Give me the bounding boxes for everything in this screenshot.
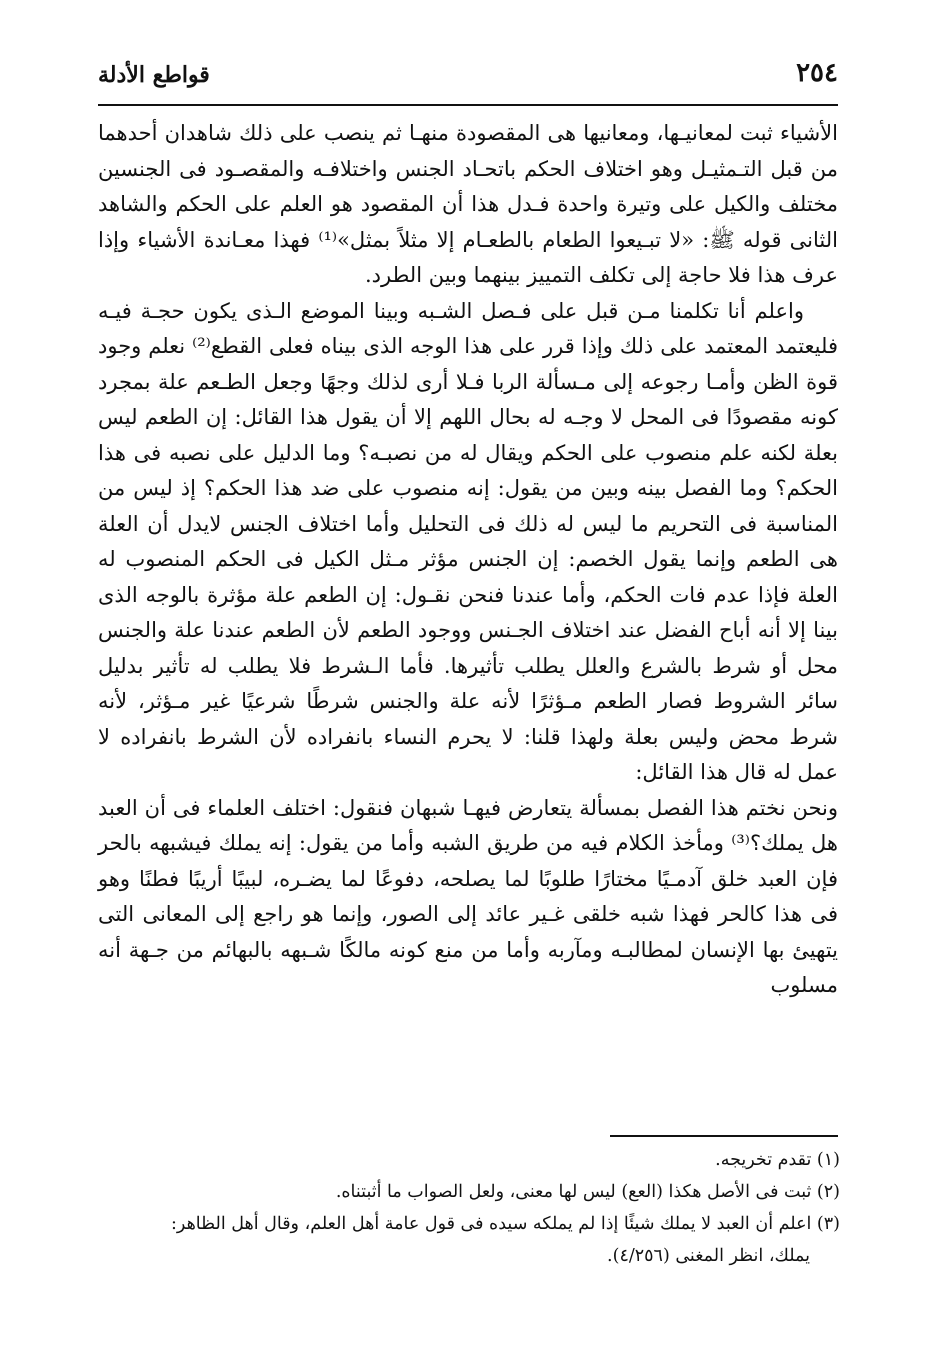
main-text <box>98 116 838 1004</box>
footnote-divider <box>610 1135 838 1137</box>
footnotes <box>98 1144 840 1272</box>
running-title: قواطع الأدلة <box>98 62 210 88</box>
footnote-3-continuation: يملك، انظر المغنى (٤/٢٥٦). <box>607 1246 810 1266</box>
paragraph-3: ونحن نختم هذا الفصل بمسألة يتعارض فيهـا شبهان فنقول: اختلف العلماء فى أن العبد هل يملك؟⁽³⁾ ومأخذ الكلام فيه من طريق الشبه وأما من يقول: إنه يملك فيشبهه بالحر فإن العبد خلق آدمـيًا مختارًا طلوبًا لما يصلحه، دفوعًا لما يضـره، لبيبًا أريبًا فطنًا وهو فى هذا كالحر فهذا شبه خلقى غـير عائد إلى الصور، وإنما هو راجع إلى المعانى التى يتهيئ بها الإنسان لمطالبـه ومآربه وأما من منع كونه مالكًا شـبهه بالبهائم من جـهة أنه مسلوب <box>98 795 839 997</box>
footnote-2: (٢) ثبت فى الأصل هكذا (العع) ليس لها معنى، ولعل الصواب ما أثبتناه. <box>335 1182 840 1202</box>
page-header <box>98 58 838 98</box>
paragraph-1: الأشياء ثبت لمعانيـها، ومعانيها هى المقصودة منهـا ثم ينصب على ذلك شاهدان أحدهما من قبل التـمثيـل وهو اختلاف الحكم باتحـاد الجنس واختلافـه والمقصـود فى الجنسين مختلف والكيل على وتيرة واحدة فـدل هذا أن المقصود هو العلم على الحكم والشاهد الثانى قوله ﷺ: «لا تبـيعوا الطعام بالطعـام إلا مثلاً بمثل»⁽¹⁾ فهذا معـاندة الأشياء وإذا عرف هذا فلا حاجة إلى تكلف التمييز بينهما وبين الطرد. <box>98 121 838 287</box>
footnote-1: (١) تقدم تخريجه. <box>715 1150 840 1170</box>
footnote-3: (٣) اعلم أن العبد لا يملك شيئًا إذا لم يملكه سيده فى قول عامة أهل العلم، وقال أهل الظاهر: <box>171 1214 840 1234</box>
page-number: ٢٥٤ <box>796 58 838 88</box>
header-divider <box>98 104 838 106</box>
paragraph-2: واعلم أنا تكلمنا مـن قبل على فـصل الشـبه وبينا الموضع الـذى يكون حجـة فيـه فليعتمد المعتمد على ذلك وإذا قرر على هذا الوجه الذى بيناه فعلى القطع⁽²⁾ نعلم وجود قوة الظن وأمـا رجوعه إلى مـسألة الربا فـلا أرى لذلك وجهًا وجعل الطـعم علة بمجرد كونه مقصودًا فى المحل لا وجـه له بحال اللهم إلا أن يقول هذا القائل: إن الطعم ليس بعلة لكنه علم منصوب على الحكم ويقال له من نصبـه؟ وما الدليل على نصبه فى هذا الحكم؟ وما الفصل بينه وبين من يقول: إنه منصوب على ضد هذا الحكم؟ إذ ليس من المناسبة فى التحريم ما ليس له ذلك فى التحليل وأما اختلاف الجنس لايدل أن العلة هى الطعم وإنما يقول الخصم: إن الجنس مؤثر مـثل الكيل فى الحكم المنصوب له العلة فإذا عدم فات الحكم، وأما عندنا فنحن نقـول: إن الطعم علة مؤثرة بالوجه الذى بينا إلا أنه أباح الفضل عند اختلاف الجـنس ووجود الطعم لأن الطعم عندنا علة والجنس محل أو شرط بالشرع والعلل يطلب تأثيرها. فأما الـشرط فلا يطلب له تأثير بدليل سائر الشروط فصار الطعم مـؤثرًا لأنه علة والجنس شرطًا شرعيًا غير مـؤثر، لأنه شرط محض وليس بعلة ولهذا قلنا: لا يحرم النساء بانفراده لأن الشرط بانفراده لا عمل له قال هذا القائل: <box>98 298 838 784</box>
